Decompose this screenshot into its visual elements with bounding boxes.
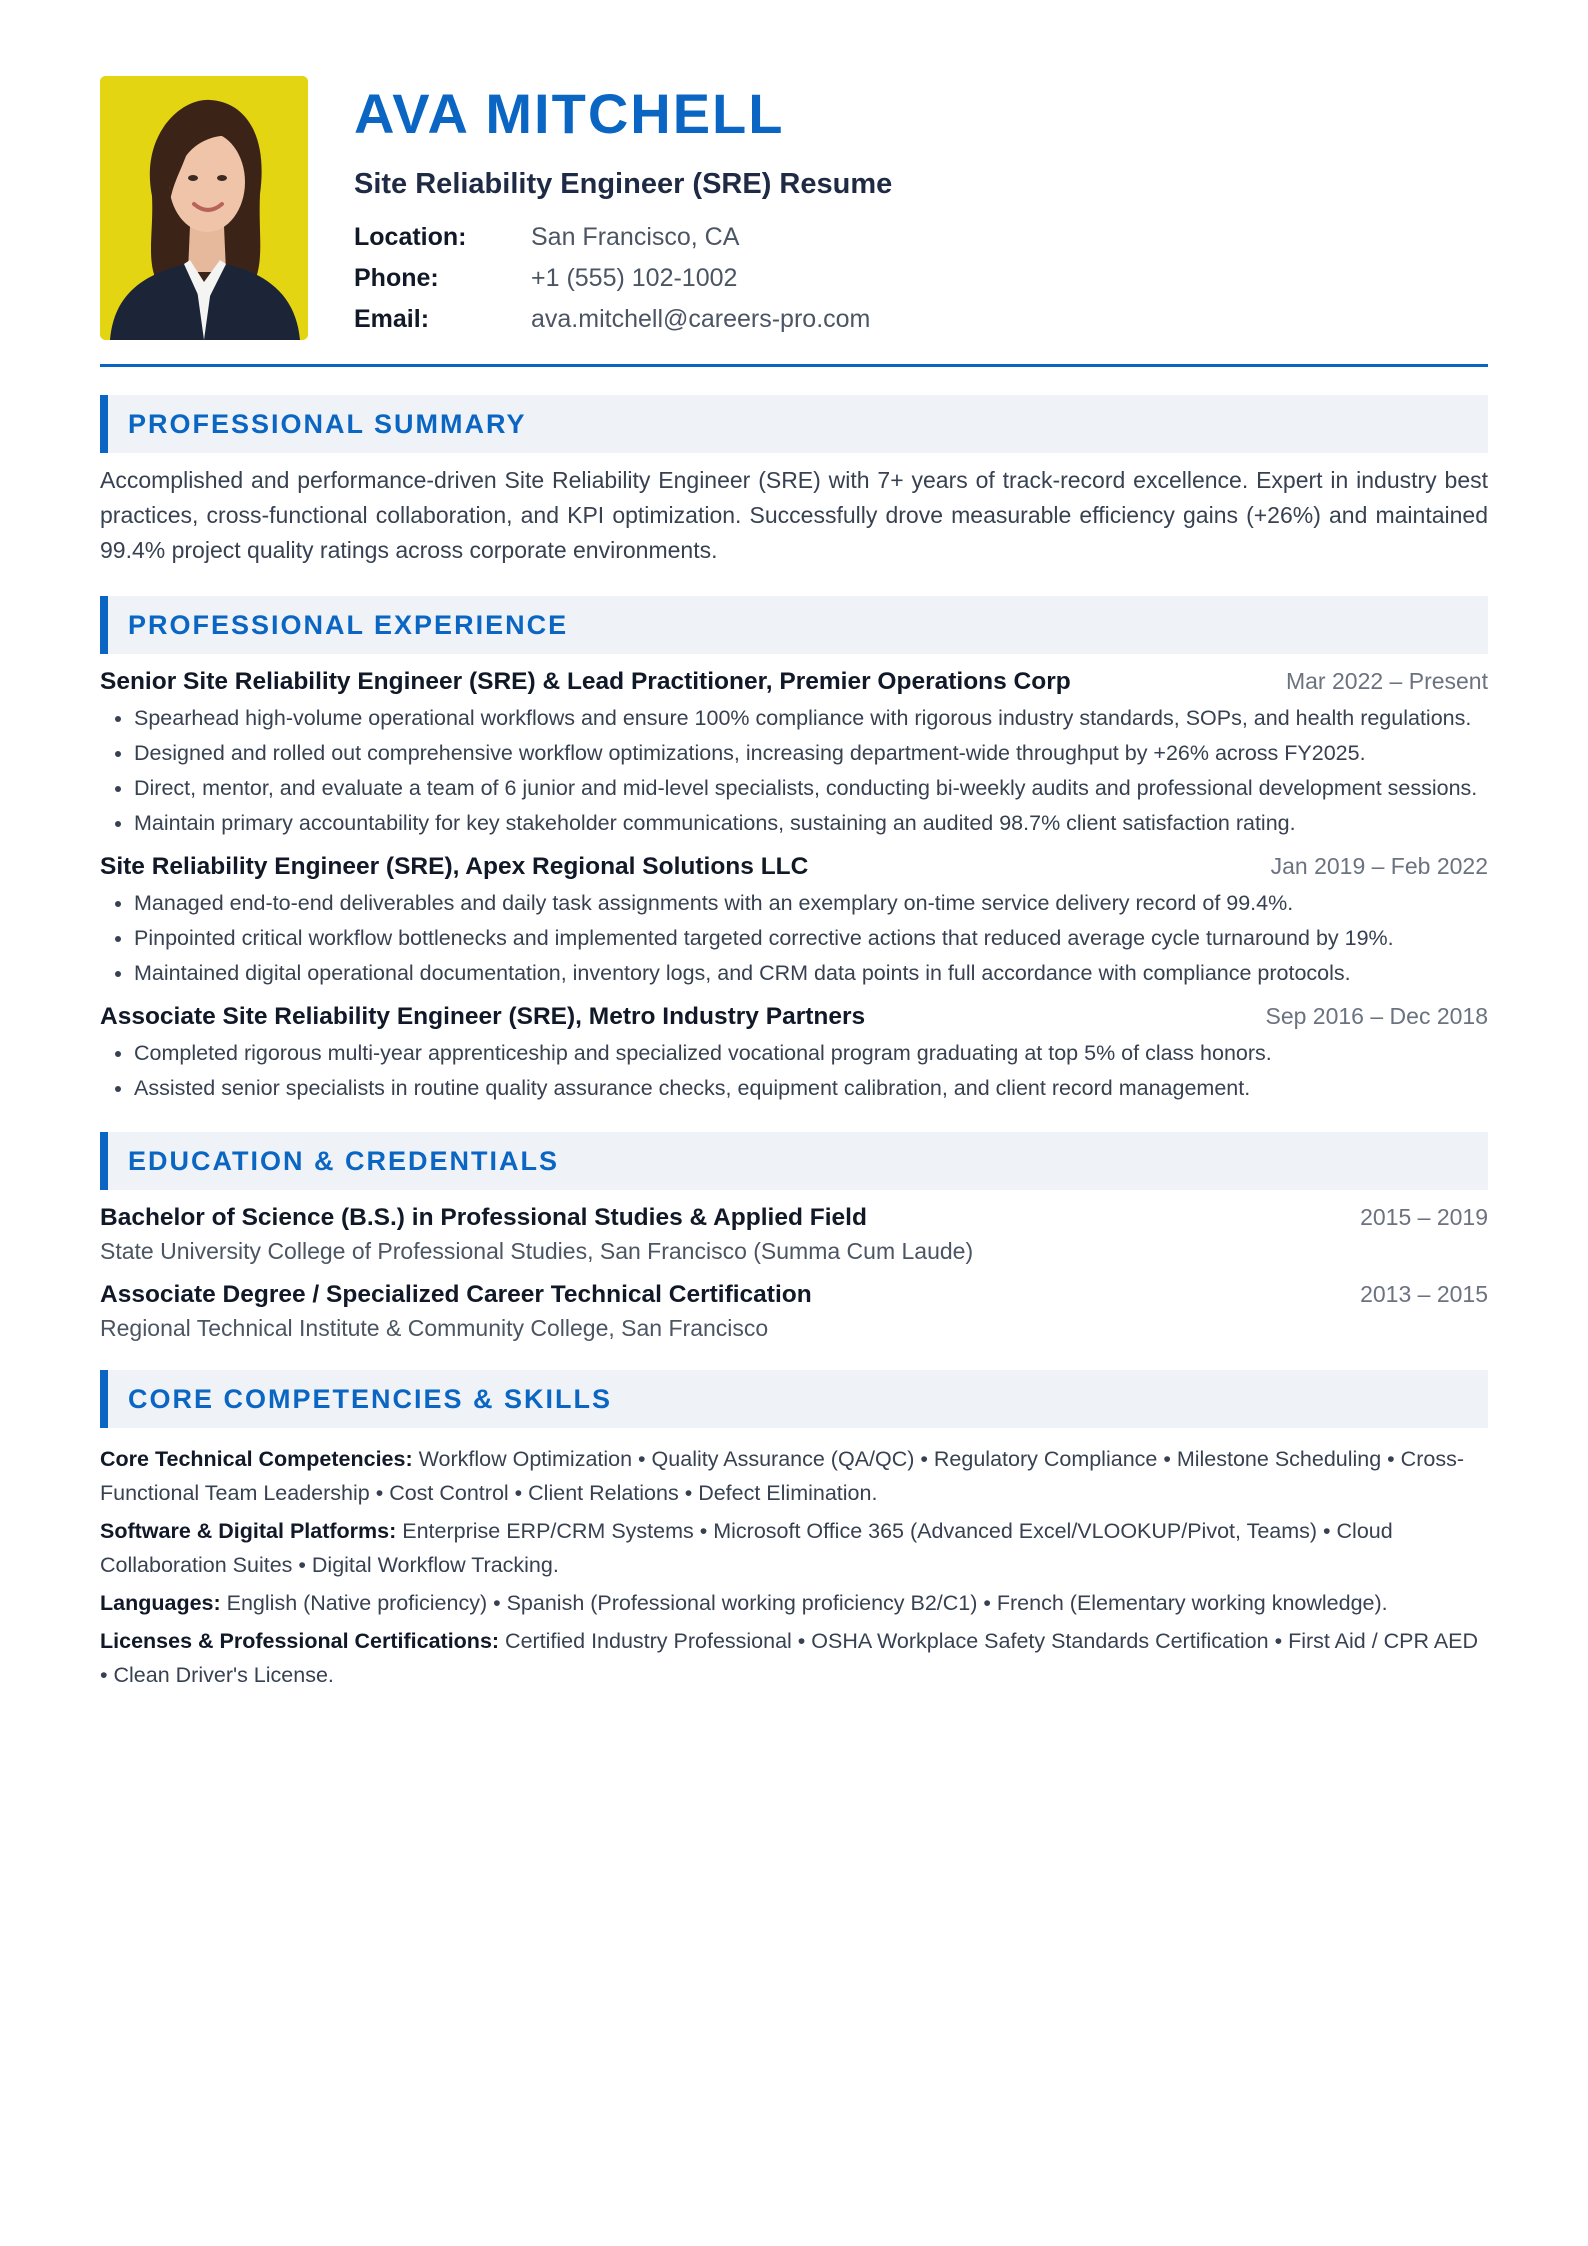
skill-line <box>100 1624 1488 1692</box>
skill-line <box>100 1514 1488 1582</box>
school-name: Regional Technical Institute & Community College, San Francisco <box>100 1315 769 1341</box>
degree-date: 2015 – 2019 <box>1360 1204 1488 1230</box>
location-label: Location: <box>354 223 467 251</box>
degree-title: Bachelor of Science (B.S.) in Professional Studies & Applied Field <box>100 1204 867 1231</box>
header-info <box>354 76 892 334</box>
profile-photo <box>100 76 308 340</box>
resume-subtitle: Site Reliability Engineer (SRE) Resume <box>354 168 893 200</box>
phone-value: +1 (555) 102-1002 <box>531 264 738 292</box>
job-title: Associate Site Reliability Engineer (SRE), Metro Industry Partners <box>100 1003 866 1030</box>
job-bullet: • Pinpointed critical workflow bottlenecks and implemented targeted corrective actions that reduced average cycle turnaround by 19%. <box>134 922 1488 954</box>
section-title: PROFESSIONAL SUMMARY <box>128 408 527 439</box>
skill-text: Certified Industry Professional • OSHA Workplace Safety Standards Certification • First Aid / CPR AED • Clean Driver's License. <box>100 1629 1479 1687</box>
job-bullets <box>100 1037 1488 1104</box>
contact-info <box>354 223 892 334</box>
job-date: Mar 2022 – Present <box>1285 668 1488 694</box>
job-bullet: • Completed rigorous multi-year apprenticeship and specialized vocational program graduating at top 5% of class honors. <box>134 1037 1488 1069</box>
resume-header <box>100 76 1488 367</box>
job-date: Sep 2016 – Dec 2018 <box>1265 1003 1488 1029</box>
section-title: PROFESSIONAL EXPERIENCE <box>128 609 569 640</box>
skill-text: Enterprise ERP/CRM Systems • Microsoft Office 365 (Advanced Excel/VLOOKUP/Pivot, Teams) • Cloud Collaboration Suites • Digital Workflow Tracking. <box>100 1519 1393 1577</box>
candidate-name: AVA MITCHELL <box>354 82 785 145</box>
education-entry <box>100 1281 1488 1342</box>
section-title: EDUCATION & CREDENTIALS <box>128 1145 560 1176</box>
degree-title: Associate Degree / Specialized Career Technical Certification <box>100 1281 812 1308</box>
skill-label: Languages: <box>100 1591 221 1615</box>
job-bullet: • Managed end-to-end deliverables and daily task assignments with an exemplary on-time service delivery record of 99.4%. <box>134 887 1488 919</box>
section-header-skills <box>100 1370 1488 1428</box>
job-date: Jan 2019 – Feb 2022 <box>1270 853 1488 879</box>
skill-line <box>100 1586 1488 1620</box>
phone-label: Phone: <box>354 264 439 292</box>
skill-label: Core Technical Competencies: <box>100 1447 413 1471</box>
summary-text: Accomplished and performance-driven Site Reliability Engineer (SRE) with 7+ years of track-record excellence. Expert in industry best practices, cross-functional collaboration, and KPI optimization. Successfully drove measurable efficiency gains (+26%) and maintained 99.4% project quality ratings across corporate environments. <box>100 467 1488 563</box>
degree-date: 2013 – 2015 <box>1360 1281 1488 1307</box>
section-title: CORE COMPETENCIES & SKILLS <box>128 1383 613 1414</box>
email-label: Email: <box>354 305 430 333</box>
section-header-education <box>100 1132 1488 1190</box>
location-value: San Francisco, CA <box>531 223 740 251</box>
skill-line <box>100 1442 1488 1510</box>
job-bullets <box>100 702 1488 839</box>
experience-list <box>100 668 1488 1104</box>
job-bullet: • Spearhead high-volume operational workflows and ensure 100% compliance with rigorous industry standards, SOPs, and health regulations. <box>134 702 1488 734</box>
job-bullet: • Designed and rolled out comprehensive workflow optimizations, increasing department-wide throughput by +26% across FY2025. <box>134 737 1488 769</box>
email-value: ava.mitchell@careers-pro.com <box>531 305 871 333</box>
skills-list <box>100 1442 1488 1692</box>
skill-text: English (Native proficiency) • Spanish (Professional working proficiency B2/C1) • French (Elementary working knowledge). <box>220 1591 1388 1615</box>
education-entry <box>100 1204 1488 1265</box>
job-bullet: • Direct, mentor, and evaluate a team of 6 junior and mid-level specialists, conducting bi-weekly audits and professional development sessions. <box>134 772 1488 804</box>
job-bullets <box>100 887 1488 989</box>
job-title: Senior Site Reliability Engineer (SRE) & Lead Practitioner, Premier Operations Corp <box>100 668 1071 695</box>
profile-photo-illustration <box>100 76 308 340</box>
skill-text: Workflow Optimization • Quality Assurance (QA/QC) • Regulatory Compliance • Milestone Scheduling • Cross-Functional Team Leadership • Cost Control • Client Relations • Defect Elimination. <box>100 1447 1464 1505</box>
skill-label: Licenses & Professional Certifications: <box>100 1629 500 1653</box>
school-name: State University College of Professional Studies, San Francisco (Summa Cum Laude) <box>100 1238 974 1264</box>
section-header-experience <box>100 596 1488 654</box>
skill-label: Software & Digital Platforms: <box>100 1519 397 1543</box>
job-title: Site Reliability Engineer (SRE), Apex Regional Solutions LLC <box>100 853 809 880</box>
job-entry <box>100 668 1488 839</box>
section-header-summary <box>100 395 1488 453</box>
job-entry <box>100 1003 1488 1104</box>
job-bullet: • Maintained digital operational documentation, inventory logs, and CRM data points in full accordance with compliance protocols. <box>134 957 1488 989</box>
job-bullet: • Assisted senior specialists in routine quality assurance checks, equipment calibration, and client record management. <box>134 1072 1488 1104</box>
job-bullet: • Maintain primary accountability for key stakeholder communications, sustaining an audited 98.7% client satisfaction rating. <box>134 807 1488 839</box>
job-entry <box>100 853 1488 989</box>
